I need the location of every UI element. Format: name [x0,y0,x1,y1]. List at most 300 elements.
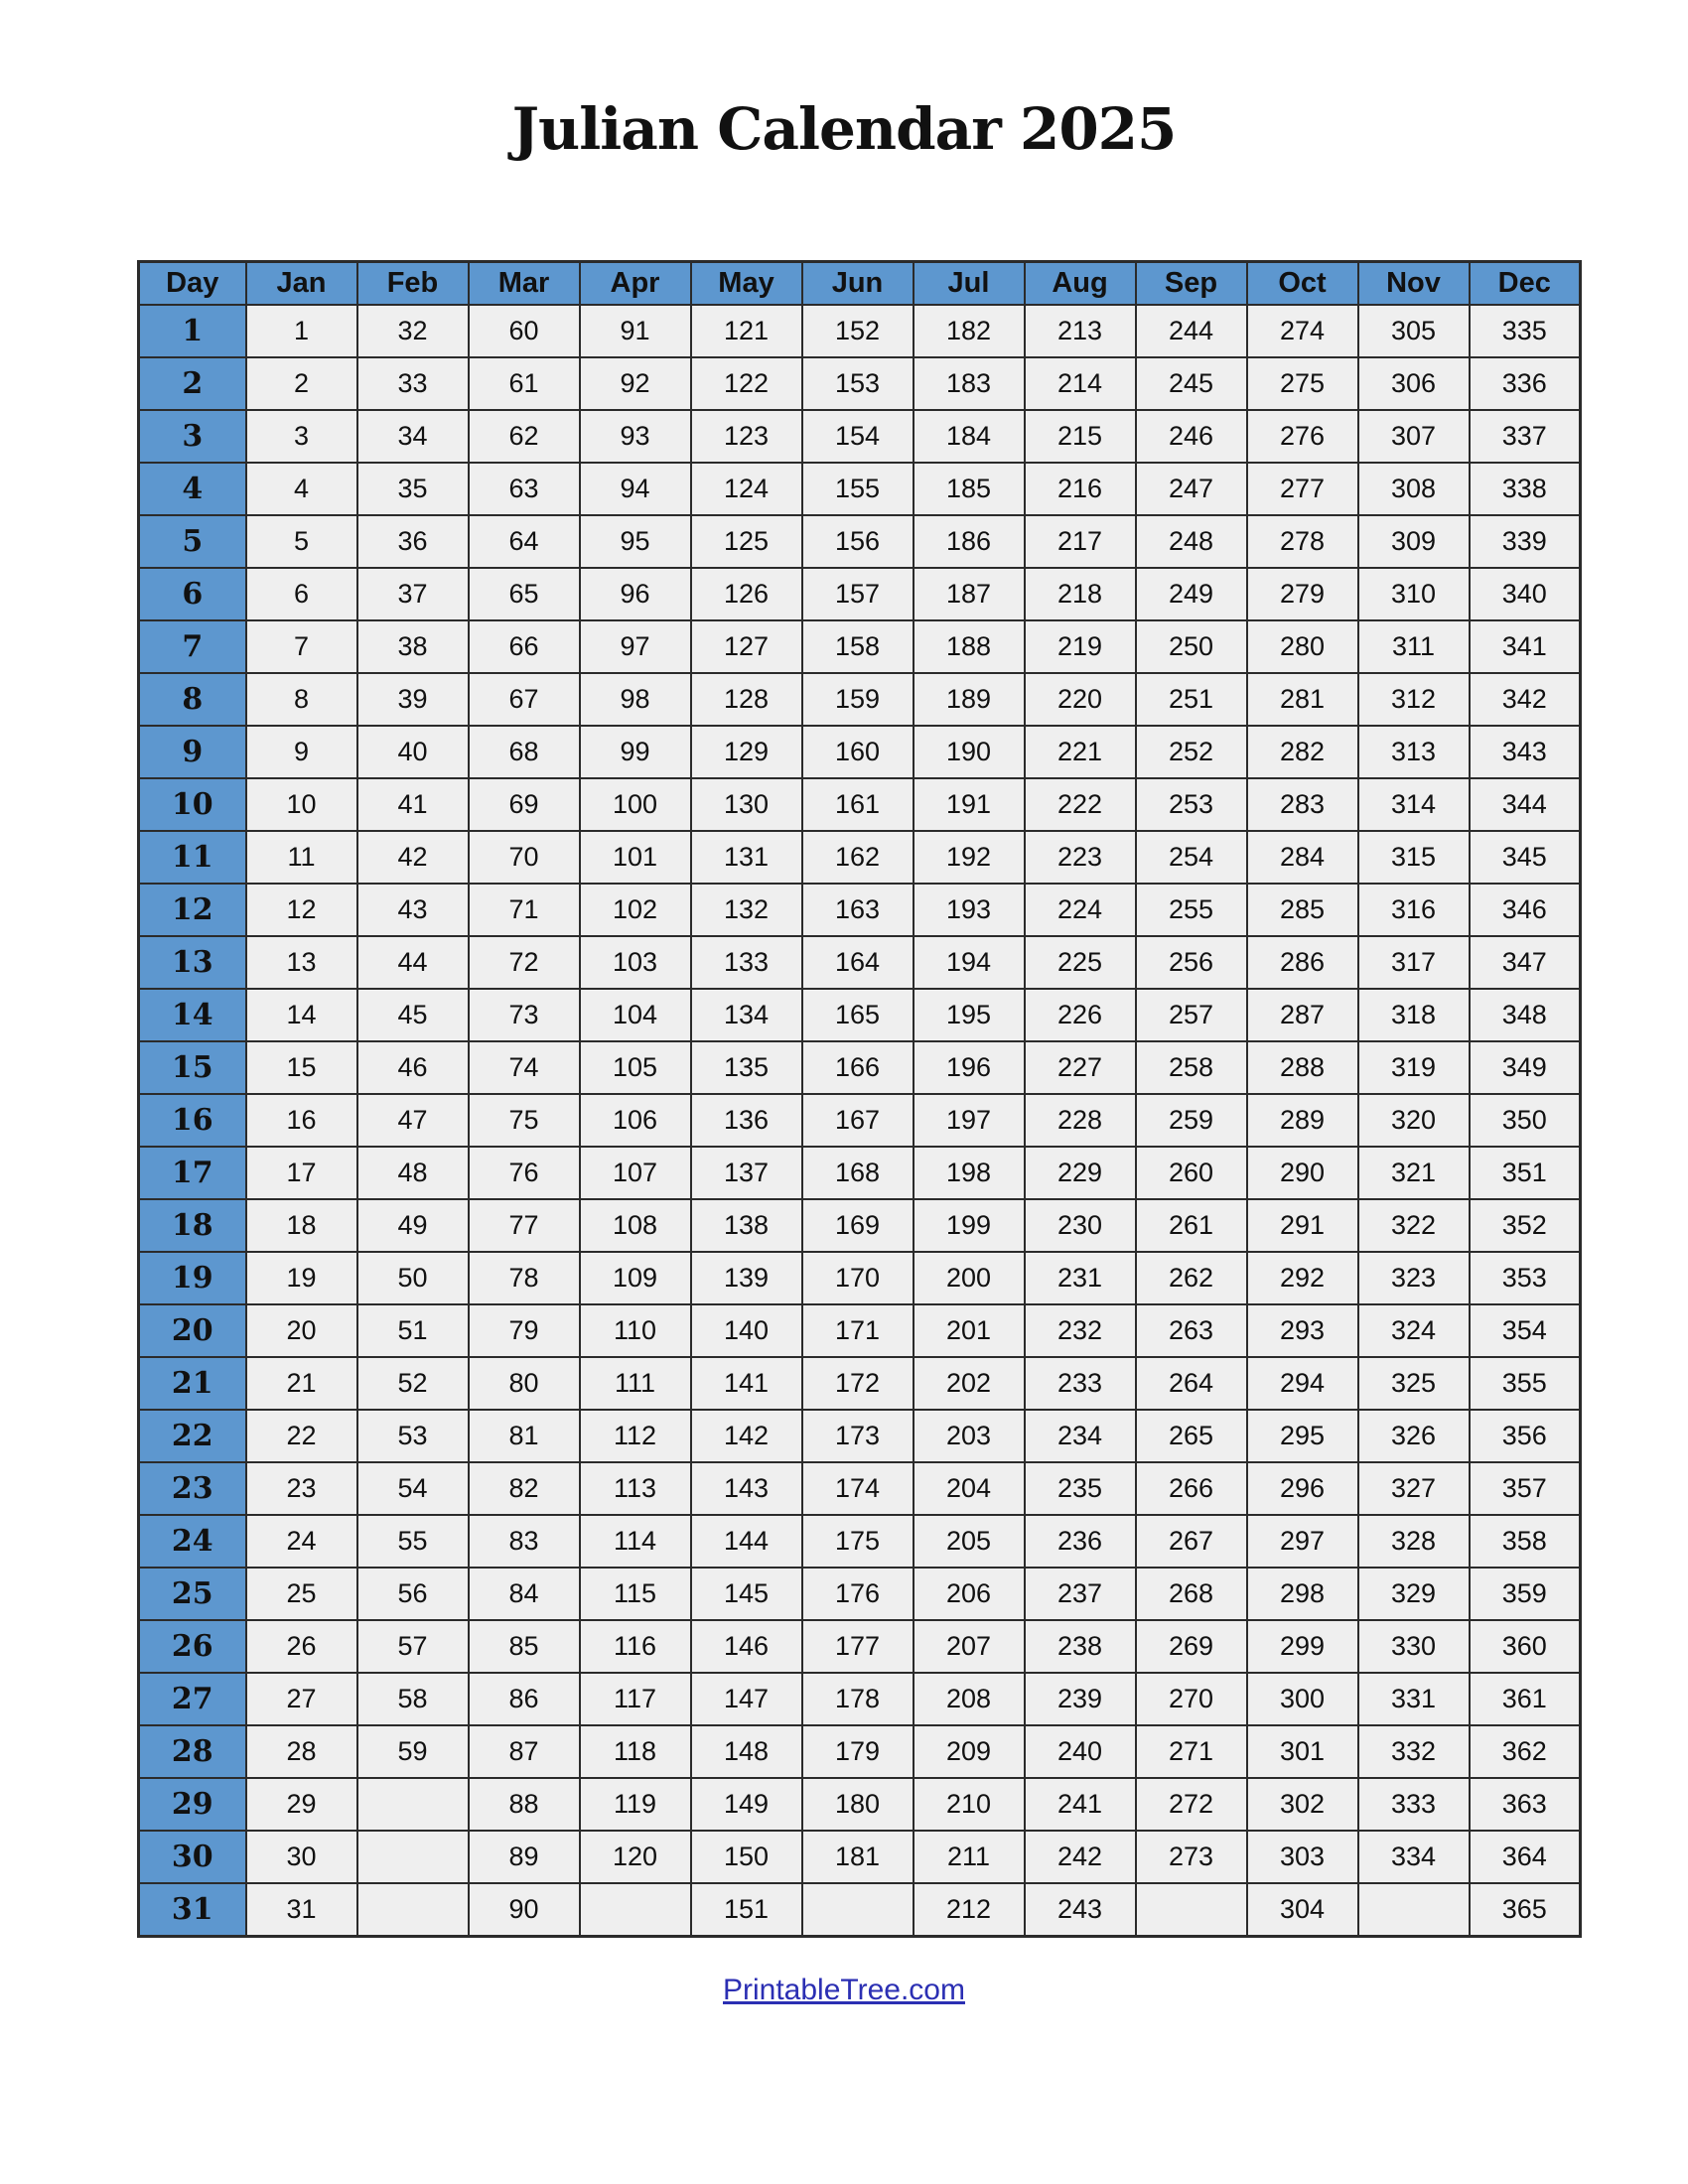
julian-day-cell: 151 [691,1883,802,1937]
julian-day-cell: 217 [1025,515,1136,568]
julian-day-cell: 352 [1470,1199,1581,1252]
julian-day-cell: 321 [1358,1147,1470,1199]
julian-day-cell: 168 [802,1147,914,1199]
julian-day-cell: 210 [914,1778,1025,1831]
julian-day-cell: 179 [802,1725,914,1778]
day-cell: 6 [139,568,246,620]
column-header-apr: Apr [580,262,691,306]
julian-day-cell: 132 [691,884,802,936]
julian-day-cell: 45 [357,989,469,1041]
julian-day-cell: 148 [691,1725,802,1778]
julian-day-cell: 40 [357,726,469,778]
footer-link[interactable]: PrintableTree.com [723,1974,965,2006]
table-row [139,778,1581,831]
julian-day-cell: 362 [1470,1725,1581,1778]
julian-day-cell: 261 [1136,1199,1247,1252]
julian-day-cell: 7 [246,620,357,673]
julian-day-cell: 192 [914,831,1025,884]
day-cell: 18 [139,1199,246,1252]
column-header-day: Day [139,262,246,306]
julian-day-cell: 305 [1358,305,1470,357]
julian-day-cell: 145 [691,1568,802,1620]
julian-day-cell: 159 [802,673,914,726]
julian-day-cell: 319 [1358,1041,1470,1094]
julian-day-cell: 258 [1136,1041,1247,1094]
julian-day-cell: 187 [914,568,1025,620]
julian-day-cell: 277 [1247,463,1358,515]
julian-day-cell: 74 [469,1041,580,1094]
day-cell: 9 [139,726,246,778]
table-row [139,1515,1581,1568]
day-cell: 20 [139,1304,246,1357]
julian-day-cell: 193 [914,884,1025,936]
julian-day-cell: 244 [1136,305,1247,357]
julian-day-cell: 306 [1358,357,1470,410]
table-row [139,1883,1581,1937]
julian-day-cell: 213 [1025,305,1136,357]
julian-day-cell: 272 [1136,1778,1247,1831]
julian-day-cell: 121 [691,305,802,357]
julian-day-cell: 176 [802,1568,914,1620]
julian-day-cell: 287 [1247,989,1358,1041]
julian-day-cell: 275 [1247,357,1358,410]
julian-day-cell: 233 [1025,1357,1136,1410]
day-cell: 8 [139,673,246,726]
julian-day-cell: 218 [1025,568,1136,620]
julian-day-cell: 286 [1247,936,1358,989]
julian-day-cell: 243 [1025,1883,1136,1937]
julian-day-cell: 346 [1470,884,1581,936]
table-row [139,568,1581,620]
julian-day-cell: 221 [1025,726,1136,778]
julian-day-cell [357,1778,469,1831]
julian-day-cell: 290 [1247,1147,1358,1199]
julian-day-cell: 276 [1247,410,1358,463]
julian-day-cell: 104 [580,989,691,1041]
julian-day-cell: 293 [1247,1304,1358,1357]
julian-day-cell: 152 [802,305,914,357]
julian-day-cell: 342 [1470,673,1581,726]
julian-day-cell: 227 [1025,1041,1136,1094]
julian-day-cell: 172 [802,1357,914,1410]
julian-day-cell: 65 [469,568,580,620]
table-row [139,673,1581,726]
julian-day-cell: 29 [246,1778,357,1831]
julian-day-cell: 207 [914,1620,1025,1673]
julian-day-cell: 122 [691,357,802,410]
julian-day-cell: 338 [1470,463,1581,515]
julian-day-cell: 364 [1470,1831,1581,1883]
julian-day-cell: 79 [469,1304,580,1357]
julian-day-cell [357,1831,469,1883]
julian-day-cell: 314 [1358,778,1470,831]
column-header-jan: Jan [246,262,357,306]
table-row [139,1410,1581,1462]
julian-table [137,260,1582,1938]
julian-day-cell: 301 [1247,1725,1358,1778]
table-row [139,1725,1581,1778]
julian-day-cell: 61 [469,357,580,410]
julian-day-cell: 14 [246,989,357,1041]
julian-day-cell: 98 [580,673,691,726]
julian-day-cell: 72 [469,936,580,989]
julian-day-cell: 173 [802,1410,914,1462]
julian-day-cell: 120 [580,1831,691,1883]
julian-day-cell: 351 [1470,1147,1581,1199]
julian-day-cell: 166 [802,1041,914,1094]
day-cell: 30 [139,1831,246,1883]
julian-day-cell: 46 [357,1041,469,1094]
julian-day-cell: 67 [469,673,580,726]
julian-day-cell: 365 [1470,1883,1581,1937]
table-row [139,831,1581,884]
julian-day-cell: 95 [580,515,691,568]
julian-day-cell: 38 [357,620,469,673]
julian-day-cell: 37 [357,568,469,620]
julian-day-cell: 146 [691,1620,802,1673]
julian-day-cell: 317 [1358,936,1470,989]
julian-day-cell: 199 [914,1199,1025,1252]
julian-day-cell: 32 [357,305,469,357]
julian-day-cell: 340 [1470,568,1581,620]
julian-day-cell: 295 [1247,1410,1358,1462]
julian-day-cell: 62 [469,410,580,463]
julian-day-cell: 22 [246,1410,357,1462]
table-row [139,1831,1581,1883]
day-cell: 28 [139,1725,246,1778]
julian-day-cell: 105 [580,1041,691,1094]
julian-day-cell: 195 [914,989,1025,1041]
julian-day-cell: 110 [580,1304,691,1357]
julian-day-cell: 21 [246,1357,357,1410]
table-row [139,1252,1581,1304]
julian-day-cell: 143 [691,1462,802,1515]
julian-day-cell: 137 [691,1147,802,1199]
table-row [139,1673,1581,1725]
column-header-mar: Mar [469,262,580,306]
julian-day-cell: 300 [1247,1673,1358,1725]
day-cell: 27 [139,1673,246,1725]
julian-day-cell: 263 [1136,1304,1247,1357]
column-header-nov: Nov [1358,262,1470,306]
table-body [139,305,1581,1937]
julian-day-cell: 278 [1247,515,1358,568]
julian-day-cell: 350 [1470,1094,1581,1147]
julian-day-cell: 234 [1025,1410,1136,1462]
julian-day-cell: 253 [1136,778,1247,831]
julian-day-cell: 309 [1358,515,1470,568]
julian-day-cell: 267 [1136,1515,1247,1568]
julian-day-cell: 211 [914,1831,1025,1883]
julian-day-cell: 209 [914,1725,1025,1778]
table-row [139,463,1581,515]
julian-day-cell: 93 [580,410,691,463]
day-cell: 10 [139,778,246,831]
day-cell: 26 [139,1620,246,1673]
julian-day-cell: 333 [1358,1778,1470,1831]
julian-day-cell: 196 [914,1041,1025,1094]
julian-day-cell: 302 [1247,1778,1358,1831]
julian-day-cell: 100 [580,778,691,831]
table-row [139,1778,1581,1831]
column-header-may: May [691,262,802,306]
julian-day-cell: 25 [246,1568,357,1620]
julian-day-cell: 299 [1247,1620,1358,1673]
julian-day-cell: 109 [580,1252,691,1304]
column-header-jul: Jul [914,262,1025,306]
julian-day-cell: 133 [691,936,802,989]
julian-day-cell: 335 [1470,305,1581,357]
julian-day-cell: 12 [246,884,357,936]
table-row [139,989,1581,1041]
julian-day-cell: 238 [1025,1620,1136,1673]
julian-day-cell: 315 [1358,831,1470,884]
table-row [139,726,1581,778]
julian-day-cell: 87 [469,1725,580,1778]
julian-day-cell: 49 [357,1199,469,1252]
julian-day-cell: 125 [691,515,802,568]
julian-day-cell: 17 [246,1147,357,1199]
julian-day-cell: 129 [691,726,802,778]
julian-day-cell: 80 [469,1357,580,1410]
julian-day-cell: 273 [1136,1831,1247,1883]
julian-day-cell: 255 [1136,884,1247,936]
julian-day-cell: 361 [1470,1673,1581,1725]
day-cell: 21 [139,1357,246,1410]
julian-day-cell: 239 [1025,1673,1136,1725]
julian-day-cell: 197 [914,1094,1025,1147]
julian-day-cell: 284 [1247,831,1358,884]
julian-day-cell: 75 [469,1094,580,1147]
julian-day-cell: 257 [1136,989,1247,1041]
julian-day-cell: 158 [802,620,914,673]
julian-day-cell: 283 [1247,778,1358,831]
julian-day-cell: 155 [802,463,914,515]
julian-day-cell: 294 [1247,1357,1358,1410]
julian-day-cell: 252 [1136,726,1247,778]
julian-day-cell: 312 [1358,673,1470,726]
julian-day-cell: 356 [1470,1410,1581,1462]
julian-day-cell: 138 [691,1199,802,1252]
julian-day-cell: 60 [469,305,580,357]
column-header-jun: Jun [802,262,914,306]
julian-day-cell: 226 [1025,989,1136,1041]
table-row [139,620,1581,673]
julian-day-cell: 307 [1358,410,1470,463]
julian-day-cell: 92 [580,357,691,410]
julian-day-cell: 117 [580,1673,691,1725]
julian-day-cell: 201 [914,1304,1025,1357]
julian-day-cell: 55 [357,1515,469,1568]
julian-day-cell: 142 [691,1410,802,1462]
julian-day-cell: 348 [1470,989,1581,1041]
table-row [139,357,1581,410]
julian-day-cell: 163 [802,884,914,936]
julian-day-cell: 186 [914,515,1025,568]
julian-day-cell: 247 [1136,463,1247,515]
column-header-sep: Sep [1136,262,1247,306]
julian-day-cell: 83 [469,1515,580,1568]
julian-day-cell: 304 [1247,1883,1358,1937]
julian-day-cell: 19 [246,1252,357,1304]
julian-day-cell: 131 [691,831,802,884]
julian-day-cell: 84 [469,1568,580,1620]
julian-day-cell: 191 [914,778,1025,831]
column-header-aug: Aug [1025,262,1136,306]
julian-day-cell: 59 [357,1725,469,1778]
julian-day-cell: 360 [1470,1620,1581,1673]
julian-day-cell: 162 [802,831,914,884]
julian-day-cell: 127 [691,620,802,673]
julian-day-cell: 214 [1025,357,1136,410]
julian-day-cell: 85 [469,1620,580,1673]
julian-day-cell: 116 [580,1620,691,1673]
julian-day-cell: 119 [580,1778,691,1831]
julian-day-cell: 194 [914,936,1025,989]
julian-day-cell: 24 [246,1515,357,1568]
julian-day-cell: 66 [469,620,580,673]
julian-day-cell: 254 [1136,831,1247,884]
julian-day-cell: 63 [469,463,580,515]
julian-day-cell: 99 [580,726,691,778]
julian-day-cell: 28 [246,1725,357,1778]
julian-day-cell: 171 [802,1304,914,1357]
table-row [139,1094,1581,1147]
julian-day-cell: 259 [1136,1094,1247,1147]
julian-day-cell: 303 [1247,1831,1358,1883]
julian-day-cell: 279 [1247,568,1358,620]
julian-day-cell: 208 [914,1673,1025,1725]
julian-day-cell: 108 [580,1199,691,1252]
julian-day-cell: 97 [580,620,691,673]
julian-day-cell: 94 [580,463,691,515]
julian-day-cell: 111 [580,1357,691,1410]
julian-day-cell: 327 [1358,1462,1470,1515]
julian-day-cell: 130 [691,778,802,831]
julian-day-cell: 281 [1247,673,1358,726]
julian-day-cell: 58 [357,1673,469,1725]
julian-day-cell: 128 [691,673,802,726]
julian-day-cell: 280 [1247,620,1358,673]
julian-day-cell: 103 [580,936,691,989]
julian-day-cell: 318 [1358,989,1470,1041]
julian-day-cell: 51 [357,1304,469,1357]
julian-day-cell: 44 [357,936,469,989]
julian-day-cell: 224 [1025,884,1136,936]
julian-day-cell: 71 [469,884,580,936]
julian-day-cell: 206 [914,1568,1025,1620]
julian-day-cell: 54 [357,1462,469,1515]
julian-day-cell: 215 [1025,410,1136,463]
table-row [139,1357,1581,1410]
julian-day-cell [1136,1883,1247,1937]
julian-day-cell: 89 [469,1831,580,1883]
julian-day-cell: 56 [357,1568,469,1620]
julian-day-cell: 149 [691,1778,802,1831]
julian-day-cell: 73 [469,989,580,1041]
day-cell: 14 [139,989,246,1041]
day-cell: 16 [139,1094,246,1147]
julian-day-cell: 190 [914,726,1025,778]
julian-day-cell: 48 [357,1147,469,1199]
julian-day-cell: 288 [1247,1041,1358,1094]
julian-day-cell: 174 [802,1462,914,1515]
julian-day-cell: 161 [802,778,914,831]
julian-day-cell: 331 [1358,1673,1470,1725]
day-cell: 2 [139,357,246,410]
julian-day-cell: 157 [802,568,914,620]
day-cell: 15 [139,1041,246,1094]
julian-day-cell: 232 [1025,1304,1136,1357]
julian-day-cell: 219 [1025,620,1136,673]
julian-day-cell: 164 [802,936,914,989]
julian-day-cell: 289 [1247,1094,1358,1147]
table-row [139,884,1581,936]
julian-day-cell: 189 [914,673,1025,726]
julian-day-cell: 324 [1358,1304,1470,1357]
julian-day-cell: 16 [246,1094,357,1147]
julian-day-cell: 33 [357,357,469,410]
julian-day-cell: 107 [580,1147,691,1199]
julian-day-cell: 50 [357,1252,469,1304]
julian-day-cell: 241 [1025,1778,1136,1831]
julian-day-cell: 334 [1358,1831,1470,1883]
julian-day-cell: 77 [469,1199,580,1252]
julian-day-cell: 313 [1358,726,1470,778]
julian-day-cell: 178 [802,1673,914,1725]
julian-day-cell: 136 [691,1094,802,1147]
footer [0,1974,1688,2007]
julian-day-cell: 154 [802,410,914,463]
julian-day-cell: 285 [1247,884,1358,936]
julian-day-cell: 141 [691,1357,802,1410]
julian-day-cell: 11 [246,831,357,884]
julian-day-cell: 354 [1470,1304,1581,1357]
julian-day-cell: 188 [914,620,1025,673]
julian-day-cell: 336 [1470,357,1581,410]
julian-day-cell: 205 [914,1515,1025,1568]
julian-day-cell: 8 [246,673,357,726]
julian-day-cell: 78 [469,1252,580,1304]
julian-day-cell: 220 [1025,673,1136,726]
day-cell: 13 [139,936,246,989]
julian-day-cell: 245 [1136,357,1247,410]
julian-day-cell: 42 [357,831,469,884]
julian-day-cell: 282 [1247,726,1358,778]
julian-day-cell: 296 [1247,1462,1358,1515]
julian-day-cell: 344 [1470,778,1581,831]
table-row [139,1199,1581,1252]
table-row [139,1041,1581,1094]
table-row [139,305,1581,357]
julian-day-cell: 113 [580,1462,691,1515]
julian-day-cell: 310 [1358,568,1470,620]
julian-day-cell: 3 [246,410,357,463]
julian-day-cell: 64 [469,515,580,568]
julian-day-cell: 135 [691,1041,802,1094]
julian-day-cell [580,1883,691,1937]
julian-day-cell: 86 [469,1673,580,1725]
julian-day-cell: 269 [1136,1620,1247,1673]
julian-day-cell: 339 [1470,515,1581,568]
julian-day-cell: 139 [691,1252,802,1304]
julian-day-cell: 359 [1470,1568,1581,1620]
table-row [139,410,1581,463]
day-cell: 5 [139,515,246,568]
julian-day-cell: 90 [469,1883,580,1937]
julian-day-cell: 236 [1025,1515,1136,1568]
julian-day-cell: 68 [469,726,580,778]
